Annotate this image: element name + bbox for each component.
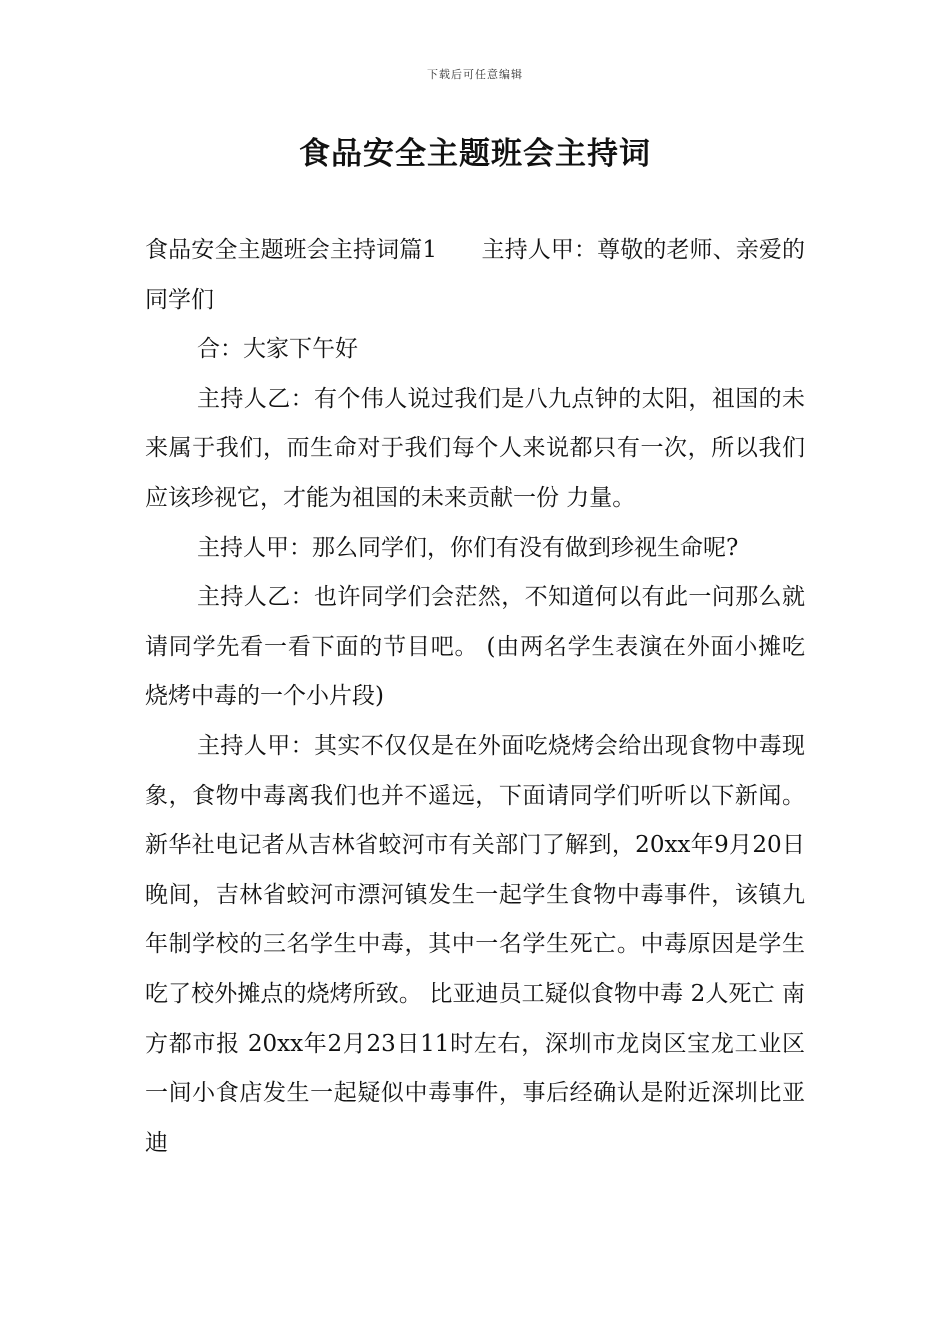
paragraph-host-a-1: 主持人甲：那么同学们，你们有没有做到珍视生命呢? xyxy=(197,534,739,561)
paragraph-greeting: 合：大家下午好 xyxy=(197,336,358,363)
document-title: 食品安全主题班会主持词 xyxy=(299,136,651,172)
paragraph-host-a-2: 主持人甲：其实不仅仅是在外面吃烧烤会给出现食物中毒现象，食物中毒离我们也并不遥远，下面请同学们听听以下新闻。 新华社电记者从吉林省蛟河市有关部门了解到，20xx年9月20日晚间，吉林省蛟河市漂河镇发生一起学生食物中毒事件，该镇九年制学校的三名学生中毒，其中一名学生死亡。中毒原因是学生吃了校外摊点的烧烤所致。 比亚迪员工疑似食物中毒 2人死亡 南方都市报 20xx年2月23日11时左右，深圳市龙岗区宝龙工业区一间小食店发生一起疑似中毒事件，事后经确认是附近深圳比亚迪 xyxy=(145,732,805,1156)
page-header-note: 下载后可任意编辑 xyxy=(427,68,523,81)
paragraph-host-b-1: 主持人乙：有个伟人说过我们是八九点钟的太阳，祖国的未来属于我们，而生命对于我们每个人来说都只有一次，所以我们应该珍视它，才能为祖国的未来贡献一份 力量。 xyxy=(145,385,805,511)
paragraph-intro: 食品安全主题班会主持词篇1 主持人甲：尊敬的老师、亲爱的同学们 xyxy=(145,237,805,313)
document-body xyxy=(145,226,805,1168)
paragraph-host-b-2: 主持人乙：也许同学们会茫然，不知道何以有此一问那么就请同学先看一看下面的节目吧。 (由两名学生表演在外面小摊吃烧烤中毒的一个小片段) xyxy=(145,584,805,710)
